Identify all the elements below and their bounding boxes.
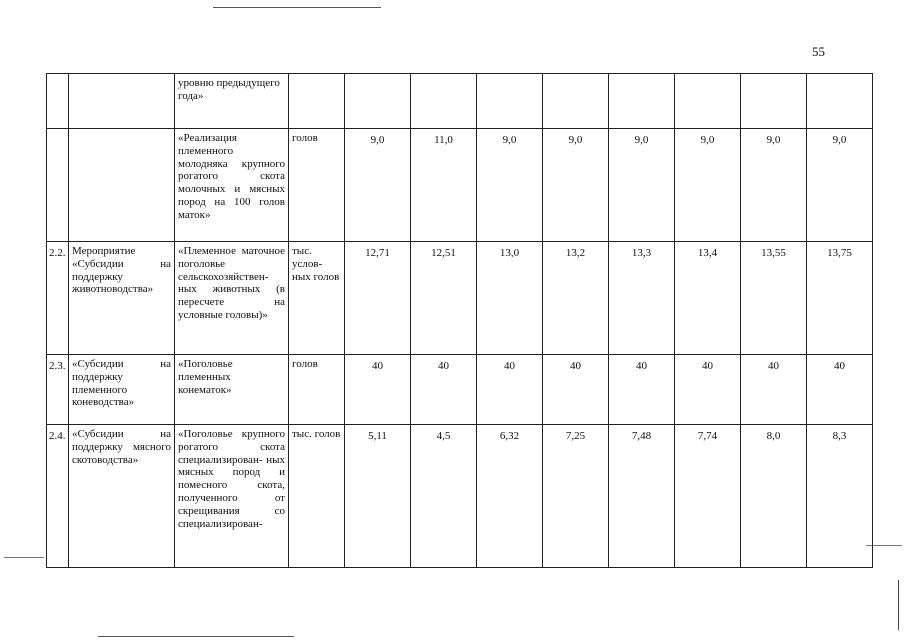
value-cell: 9,0 — [543, 129, 609, 242]
value-cell: 9,0 — [675, 129, 741, 242]
value-cell: 13,75 — [807, 242, 873, 355]
scan-artifact-right-edge-mark — [898, 580, 899, 630]
value-cell: 40 — [411, 355, 477, 425]
value-cell: 40 — [807, 355, 873, 425]
value-cell: 8,3 — [807, 425, 873, 568]
indicator-cell: «Поголовье племенных конематок» — [175, 355, 289, 425]
value-cell: 40 — [477, 355, 543, 425]
value-cell — [675, 74, 741, 129]
value-cell: 8,0 — [741, 425, 807, 568]
row-index — [47, 74, 69, 129]
value-cell: 9,0 — [741, 129, 807, 242]
value-cell: 13,55 — [741, 242, 807, 355]
row-index: 2.3. — [47, 355, 69, 425]
row-index — [47, 129, 69, 242]
unit-cell: голов — [289, 129, 345, 242]
event-cell — [69, 74, 175, 129]
event-cell: «Субсидии на поддержку мясного скотоводства» — [69, 425, 175, 568]
value-cell: 13,4 — [675, 242, 741, 355]
value-cell: 40 — [543, 355, 609, 425]
value-cell: 40 — [741, 355, 807, 425]
value-cell: 9,0 — [477, 129, 543, 242]
value-cell: 6,32 — [477, 425, 543, 568]
indicator-cell: уровню предыдущего года» — [175, 74, 289, 129]
value-cell — [345, 74, 411, 129]
event-cell: «Субсидии на поддержку племенного коневодства» — [69, 355, 175, 425]
value-cell: 13,2 — [543, 242, 609, 355]
event-cell: Мероприятие «Субсидии на поддержку животноводства» — [69, 242, 175, 355]
value-cell: 7,48 — [609, 425, 675, 568]
value-cell: 13,0 — [477, 242, 543, 355]
unit-cell — [289, 74, 345, 129]
table-row — [47, 242, 873, 355]
value-cell: 12,51 — [411, 242, 477, 355]
event-cell — [69, 129, 175, 242]
table-row — [47, 129, 873, 242]
page-number: 55 — [812, 44, 825, 59]
indicator-cell: «Поголовье крупного рогатого скота специализирован- ных мясных пород и помесного скота, полученного от скрещивания со специализирован- — [175, 425, 289, 568]
value-cell: 9,0 — [345, 129, 411, 242]
value-cell: 12,71 — [345, 242, 411, 355]
indicator-cell: «Реализация племенного молодняка крупного рогатого скота молочных и мясных пород на 100 голов маток» — [175, 129, 289, 242]
scan-artifact-bottom-line — [98, 636, 294, 637]
value-cell: 40 — [675, 355, 741, 425]
value-cell: 9,0 — [609, 129, 675, 242]
value-cell — [543, 74, 609, 129]
scan-artifact-top-line — [213, 7, 381, 8]
unit-cell: тыс. услов- ных голов — [289, 242, 345, 355]
value-cell — [609, 74, 675, 129]
row-index: 2.2. — [47, 242, 69, 355]
table-row — [47, 425, 873, 568]
row-index: 2.4. — [47, 425, 69, 568]
value-cell — [741, 74, 807, 129]
unit-cell: голов — [289, 355, 345, 425]
value-cell: 7,25 — [543, 425, 609, 568]
value-cell: 13,3 — [609, 242, 675, 355]
value-cell — [477, 74, 543, 129]
value-cell — [807, 74, 873, 129]
value-cell: 9,0 — [807, 129, 873, 242]
value-cell: 40 — [609, 355, 675, 425]
value-cell — [411, 74, 477, 129]
value-cell: 40 — [345, 355, 411, 425]
value-cell: 5,11 — [345, 425, 411, 568]
indicators-table — [46, 73, 873, 568]
value-cell: 4,5 — [411, 425, 477, 568]
scan-artifact-left-line — [4, 557, 44, 558]
value-cell: 11,0 — [411, 129, 477, 242]
table-row — [47, 355, 873, 425]
table-row — [47, 74, 873, 129]
unit-cell: тыс. голов — [289, 425, 345, 568]
indicator-cell: «Племенное маточное поголовье сельскохозяйствен- ных животных (в пересчете на условные головы)» — [175, 242, 289, 355]
value-cell: 7,74 — [675, 425, 741, 568]
